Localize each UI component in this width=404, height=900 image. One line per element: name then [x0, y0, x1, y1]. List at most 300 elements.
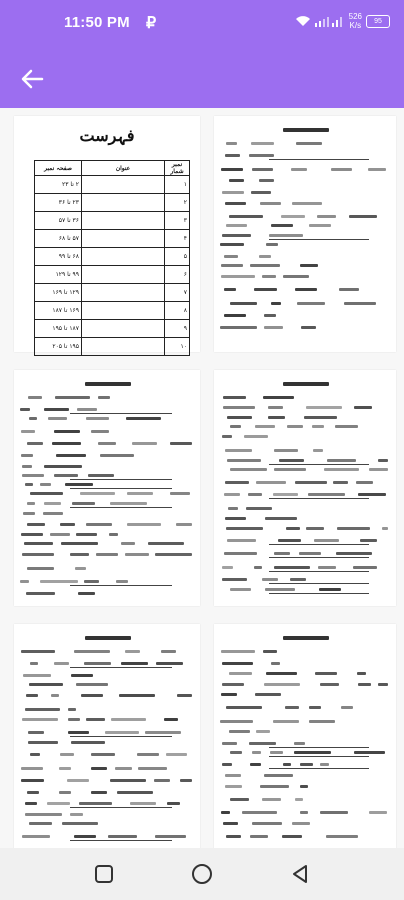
- handwriting-stroke: [96, 553, 117, 556]
- handwriting-stroke: [260, 785, 289, 788]
- network-speed: [349, 12, 362, 30]
- handwriting-stroke: [315, 672, 337, 675]
- handwriting-stroke: [265, 517, 297, 520]
- handwriting-stroke: [29, 822, 53, 825]
- handwriting-stroke: [74, 650, 109, 653]
- handwriting-stroke: [230, 468, 268, 471]
- handwriting-stroke: [264, 774, 293, 777]
- handwriting-stroke: [254, 566, 263, 569]
- handwriting-stroke: [228, 507, 238, 510]
- handwriting-stroke: [220, 326, 257, 329]
- wifi-icon: [295, 15, 311, 27]
- handwriting-stroke: [256, 481, 286, 484]
- status-icons: [295, 12, 390, 30]
- handwriting-stroke: [29, 683, 63, 686]
- handwriting-stroke: [28, 741, 59, 744]
- rule-line: [269, 593, 369, 594]
- handwriting-stroke: [127, 523, 161, 526]
- page-heading-scribble: [85, 382, 132, 386]
- handwriting-stroke: [297, 302, 325, 305]
- toc-cell: ۱۲۹ تا ۱۶۹: [35, 284, 82, 302]
- handwriting-stroke: [337, 527, 371, 530]
- page-thumbnail-4[interactable]: [214, 370, 396, 606]
- handwriting-stroke: [68, 718, 81, 721]
- handwriting-stroke: [126, 417, 161, 420]
- handwriting-stroke: [283, 275, 309, 278]
- handwriting-stroke: [281, 215, 306, 218]
- toc-header-number: نمبر شمار: [165, 161, 190, 176]
- handwriting-stroke: [333, 481, 347, 484]
- toc-cell: [82, 302, 165, 320]
- handwriting-stroke: [250, 835, 269, 838]
- handwriting-stroke: [177, 694, 192, 697]
- handwriting-stroke: [80, 492, 115, 495]
- handwriting-stroke: [138, 767, 166, 770]
- triangle-back-icon[interactable]: [288, 862, 312, 886]
- handwriting-stroke: [222, 662, 254, 665]
- handwriting-stroke: [295, 798, 303, 801]
- handwriting-stroke: [125, 650, 140, 653]
- handwriting-stroke: [309, 224, 331, 227]
- handwriting-stroke: [274, 468, 306, 471]
- toc-cell: ۵۷ تا ۶۸: [35, 230, 82, 248]
- handwriting-stroke: [81, 694, 103, 697]
- handwriting-stroke: [54, 662, 69, 665]
- handwriting-stroke: [230, 798, 249, 801]
- page-thumbnail-3[interactable]: [14, 370, 200, 606]
- handwriting-stroke: [300, 763, 313, 766]
- handwriting-stroke: [327, 459, 357, 462]
- circle-icon[interactable]: [190, 862, 214, 886]
- handwriting-stroke: [294, 751, 330, 754]
- handwriting-stroke: [271, 662, 279, 665]
- handwriting-stroke: [74, 835, 96, 838]
- handwriting-stroke: [21, 650, 56, 653]
- toc-cell: [82, 338, 165, 356]
- rule-line: [269, 464, 369, 465]
- handwriting-stroke: [256, 730, 270, 733]
- toc-cell: ۶۸ تا ۹۹: [35, 248, 82, 266]
- handwriting-stroke: [314, 539, 339, 542]
- toc-cell: [82, 212, 165, 230]
- table-row: [35, 302, 190, 320]
- handwriting-stroke: [319, 588, 341, 591]
- rule-line: [70, 413, 172, 414]
- handwriting-stroke: [354, 751, 384, 754]
- network-speed-unit: K/s: [349, 21, 362, 30]
- handwriting-stroke: [252, 822, 282, 825]
- handwriting-stroke: [353, 566, 377, 569]
- handwriting-stroke: [105, 731, 138, 734]
- handwriting-stroke: [110, 779, 145, 782]
- handwriting-stroke: [84, 662, 112, 665]
- handwriting-stroke: [301, 326, 316, 329]
- handwriting-stroke: [20, 408, 30, 411]
- handwriting-stroke: [28, 731, 44, 734]
- rule-line: [70, 488, 172, 489]
- handwriting-stroke: [356, 481, 373, 484]
- handwriting-stroke: [54, 474, 78, 477]
- handwriting-stroke: [51, 694, 60, 697]
- handwriting-stroke: [68, 731, 89, 734]
- handwriting-stroke: [320, 763, 329, 766]
- handwriting-stroke: [176, 523, 192, 526]
- rule-line: [70, 585, 172, 586]
- handwriting-stroke: [292, 822, 310, 825]
- network-speed-value: 526: [348, 12, 362, 21]
- handwriting-stroke: [25, 813, 62, 816]
- handwriting-stroke: [115, 767, 132, 770]
- handwriting-stroke: [222, 566, 234, 569]
- handwriting-stroke: [225, 785, 242, 788]
- handwriting-stroke: [262, 798, 280, 801]
- handwriting-stroke: [71, 741, 105, 744]
- handwriting-stroke: [266, 672, 297, 675]
- rule-line: [70, 479, 172, 480]
- handwriting-stroke: [91, 791, 107, 794]
- handwriting-stroke: [155, 553, 192, 556]
- handwriting-stroke: [278, 539, 301, 542]
- toc-cell: [82, 266, 165, 284]
- handwriting-stroke: [229, 730, 250, 733]
- handwriting-stroke: [226, 527, 263, 530]
- handwriting-stroke: [21, 533, 43, 536]
- handwriting-stroke: [224, 314, 246, 317]
- handwriting-stroke: [21, 430, 35, 433]
- handwriting-stroke: [230, 751, 243, 754]
- handwriting-stroke: [156, 662, 183, 665]
- handwriting-stroke: [59, 791, 71, 794]
- handwriting-stroke: [358, 683, 371, 686]
- handwriting-stroke: [121, 542, 136, 545]
- page-thumbnail-6[interactable]: [214, 624, 396, 848]
- handwriting-stroke: [25, 483, 33, 486]
- toc-cell: ۵: [165, 248, 190, 266]
- handwriting-stroke: [137, 753, 159, 756]
- status-time-suffix: ₽: [146, 15, 157, 32]
- handwriting-stroke: [260, 202, 281, 205]
- handwriting-stroke: [254, 288, 277, 291]
- rule-line: [70, 840, 172, 841]
- battery-icon: [366, 15, 390, 28]
- handwriting-stroke: [21, 767, 43, 770]
- handwriting-stroke: [227, 539, 256, 542]
- handwriting-stroke: [300, 264, 318, 267]
- handwriting-stroke: [224, 493, 241, 496]
- handwriting-stroke: [268, 416, 285, 419]
- handwriting-stroke: [271, 224, 293, 227]
- handwriting-stroke: [226, 224, 247, 227]
- handwriting-stroke: [121, 662, 148, 665]
- page-heading-scribble: [283, 128, 329, 132]
- handwriting-stroke: [86, 417, 109, 420]
- handwriting-stroke: [378, 683, 388, 686]
- handwriting-stroke: [166, 753, 187, 756]
- handwriting-stroke: [250, 264, 281, 267]
- rule-line: [269, 571, 369, 572]
- page-heading-scribble: [283, 382, 329, 386]
- handwriting-stroke: [225, 481, 249, 484]
- handwriting-stroke: [252, 751, 262, 754]
- handwriting-stroke: [230, 588, 251, 591]
- handwriting-stroke: [249, 154, 274, 157]
- handwriting-stroke: [84, 580, 99, 583]
- handwriting-stroke: [76, 533, 98, 536]
- page-grid[interactable]: [0, 108, 404, 848]
- handwriting-stroke: [269, 234, 303, 237]
- handwriting-stroke: [246, 507, 271, 510]
- handwriting-stroke: [29, 417, 38, 420]
- handwriting-stroke: [68, 708, 76, 711]
- handwriting-stroke: [130, 802, 156, 805]
- handwriting-stroke: [76, 683, 108, 686]
- handwriting-stroke: [44, 465, 81, 468]
- handwriting-stroke: [331, 168, 352, 171]
- handwriting-stroke: [295, 288, 317, 291]
- handwriting-stroke: [285, 706, 299, 709]
- handwriting-stroke: [309, 706, 320, 709]
- toc-cell: [82, 320, 165, 338]
- handwriting-stroke: [22, 835, 49, 838]
- toc-cell: ۳: [165, 212, 190, 230]
- handwriting-stroke: [91, 753, 115, 756]
- handwriting-stroke: [320, 683, 339, 686]
- handwriting-stroke: [312, 425, 324, 428]
- toc-header-title: عنوان: [82, 161, 165, 176]
- handwriting-stroke: [161, 650, 176, 653]
- handwriting-stroke: [264, 326, 284, 329]
- battery-level: 95: [374, 17, 382, 25]
- handwriting-stroke: [225, 449, 252, 452]
- handwriting-stroke: [27, 791, 38, 794]
- handwriting-stroke: [264, 314, 277, 317]
- handwriting-stroke: [255, 693, 281, 696]
- handwriting-stroke: [226, 142, 237, 145]
- handwriting-stroke: [273, 720, 299, 723]
- handwriting-stroke: [78, 592, 95, 595]
- handwriting-stroke: [30, 492, 63, 495]
- handwriting-stroke: [382, 527, 388, 530]
- handwriting-stroke: [324, 468, 360, 471]
- rule-line: [269, 557, 369, 558]
- handwriting-stroke: [22, 553, 54, 556]
- handwriting-stroke: [287, 425, 303, 428]
- handwriting-stroke: [225, 202, 246, 205]
- rule-line: [70, 507, 172, 508]
- handwriting-stroke: [222, 191, 244, 194]
- handwriting-stroke: [225, 774, 241, 777]
- handwriting-stroke: [265, 588, 295, 591]
- handwriting-stroke: [344, 302, 375, 305]
- toc-cell: ۳۶ تا ۵۷: [35, 212, 82, 230]
- handwriting-stroke: [227, 416, 252, 419]
- handwriting-stroke: [263, 650, 277, 653]
- handwriting-stroke: [100, 454, 134, 457]
- handwriting-stroke: [309, 720, 334, 723]
- handwriting-stroke: [40, 580, 78, 583]
- handwriting-stroke: [270, 751, 283, 754]
- handwriting-stroke: [369, 468, 388, 471]
- rule-line: [269, 768, 369, 769]
- handwriting-stroke: [86, 523, 112, 526]
- square-icon[interactable]: [92, 862, 116, 886]
- handwriting-stroke: [358, 493, 386, 496]
- handwriting-stroke: [224, 288, 236, 291]
- handwriting-stroke: [98, 442, 116, 445]
- handwriting-stroke: [119, 694, 155, 697]
- handwriting-stroke: [317, 215, 336, 218]
- handwriting-stroke: [60, 753, 75, 756]
- rule-line: [70, 667, 172, 668]
- handwriting-stroke: [30, 753, 41, 756]
- handwriting-stroke: [306, 527, 324, 530]
- handwriting-stroke: [164, 718, 178, 721]
- rule-line: [269, 159, 369, 160]
- handwriting-stroke: [222, 435, 233, 438]
- handwriting-stroke: [22, 474, 44, 477]
- handwriting-stroke: [230, 425, 241, 428]
- handwriting-stroke: [292, 202, 322, 205]
- handwriting-stroke: [226, 706, 262, 709]
- status-bar: [0, 0, 404, 48]
- handwriting-stroke: [263, 396, 294, 399]
- handwriting-stroke: [71, 674, 94, 677]
- handwriting-stroke: [65, 483, 93, 486]
- handwriting-stroke: [244, 435, 267, 438]
- handwriting-stroke: [22, 465, 32, 468]
- handwriting-stroke: [300, 811, 308, 814]
- handwriting-stroke: [27, 523, 46, 526]
- handwriting-stroke: [72, 502, 95, 505]
- table-row: [35, 212, 190, 230]
- handwriting-stroke: [40, 483, 51, 486]
- toc-header-row: [35, 161, 190, 176]
- page-thumbnail-2[interactable]: [214, 116, 396, 352]
- handwriting-stroke: [27, 567, 54, 570]
- rule-line: [269, 583, 369, 584]
- handwriting-stroke: [26, 694, 38, 697]
- handwriting-stroke: [170, 442, 192, 445]
- handwriting-stroke: [360, 539, 377, 542]
- toc-cell: ۸: [165, 302, 190, 320]
- toc-cell: ۶: [165, 266, 190, 284]
- handwriting-stroke: [116, 580, 128, 583]
- handwriting-stroke: [250, 763, 261, 766]
- handwriting-stroke: [132, 442, 157, 445]
- handwriting-stroke: [25, 708, 61, 711]
- arrow-left-icon[interactable]: [16, 63, 48, 95]
- handwriting-stroke: [67, 779, 89, 782]
- table-row: [35, 338, 190, 356]
- handwriting-stroke: [77, 408, 97, 411]
- handwriting-stroke: [255, 425, 274, 428]
- handwriting-stroke: [91, 430, 110, 433]
- handwriting-stroke: [304, 416, 337, 419]
- handwriting-stroke: [60, 523, 76, 526]
- rule-line: [269, 544, 369, 545]
- status-time: 11:50 PM: [64, 14, 130, 31]
- rule-line: [269, 756, 369, 757]
- handwriting-stroke: [221, 264, 243, 267]
- page-thumbnail-5[interactable]: [14, 624, 200, 848]
- toc-cell: ۲: [165, 194, 190, 212]
- handwriting-stroke: [125, 553, 149, 556]
- handwriting-stroke: [369, 811, 386, 814]
- handwriting-stroke: [336, 552, 372, 555]
- toc-cell: [82, 284, 165, 302]
- handwriting-stroke: [28, 396, 41, 399]
- toc-cell: ۱۹۵ تا ۲۰۵: [35, 338, 82, 356]
- handwriting-stroke: [339, 288, 359, 291]
- handwriting-stroke: [222, 578, 246, 581]
- handwriting-stroke: [62, 822, 98, 825]
- rule-line: [269, 498, 369, 499]
- handwriting-stroke: [220, 720, 253, 723]
- handwriting-stroke: [279, 459, 304, 462]
- handwriting-stroke: [300, 785, 309, 788]
- handwriting-stroke: [98, 396, 111, 399]
- handwriting-stroke: [274, 449, 298, 452]
- handwriting-stroke: [252, 168, 273, 171]
- handwriting-stroke: [225, 517, 245, 520]
- handwriting-stroke: [357, 672, 365, 675]
- handwriting-stroke: [127, 492, 153, 495]
- handwriting-stroke: [59, 767, 70, 770]
- handwriting-stroke: [299, 552, 322, 555]
- handwriting-stroke: [251, 191, 271, 194]
- toc-cell: ۱۸۷ تا ۱۹۵: [35, 320, 82, 338]
- handwriting-stroke: [291, 168, 307, 171]
- handwriting-stroke: [282, 835, 302, 838]
- handwriting-stroke: [154, 779, 169, 782]
- handwriting-stroke: [27, 442, 43, 445]
- page-heading-scribble: [85, 636, 132, 640]
- handwriting-stroke: [242, 811, 278, 814]
- handwriting-stroke: [79, 802, 112, 805]
- toc-title: فہرست: [79, 126, 135, 145]
- rule-line: [269, 747, 369, 748]
- handwriting-stroke: [145, 731, 181, 734]
- handwriting-stroke: [227, 459, 261, 462]
- handwriting-stroke: [320, 811, 348, 814]
- handwriting-stroke: [266, 243, 278, 246]
- page-thumbnail-toc[interactable]: [14, 116, 200, 352]
- toc-cell: ۴: [165, 230, 190, 248]
- handwriting-stroke: [88, 474, 114, 477]
- handwriting-stroke: [221, 650, 255, 653]
- handwriting-stroke: [229, 672, 252, 675]
- toc-cell: [82, 230, 165, 248]
- table-row: [35, 320, 190, 338]
- table-row: [35, 284, 190, 302]
- handwriting-stroke: [318, 566, 336, 569]
- handwriting-stroke: [44, 408, 69, 411]
- toc-cell: [82, 248, 165, 266]
- handwriting-stroke: [259, 255, 271, 258]
- handwriting-stroke: [55, 396, 90, 399]
- rule-line: [70, 736, 172, 737]
- signal-icon: [315, 15, 345, 27]
- handwriting-stroke: [75, 567, 86, 570]
- handwriting-stroke: [313, 449, 323, 452]
- handwriting-stroke: [259, 179, 274, 182]
- toc-cell: ۱۰: [165, 338, 190, 356]
- handwriting-stroke: [48, 417, 66, 420]
- handwriting-stroke: [25, 802, 37, 805]
- handwriting-stroke: [43, 512, 63, 515]
- handwriting-stroke: [24, 542, 53, 545]
- handwriting-stroke: [335, 425, 358, 428]
